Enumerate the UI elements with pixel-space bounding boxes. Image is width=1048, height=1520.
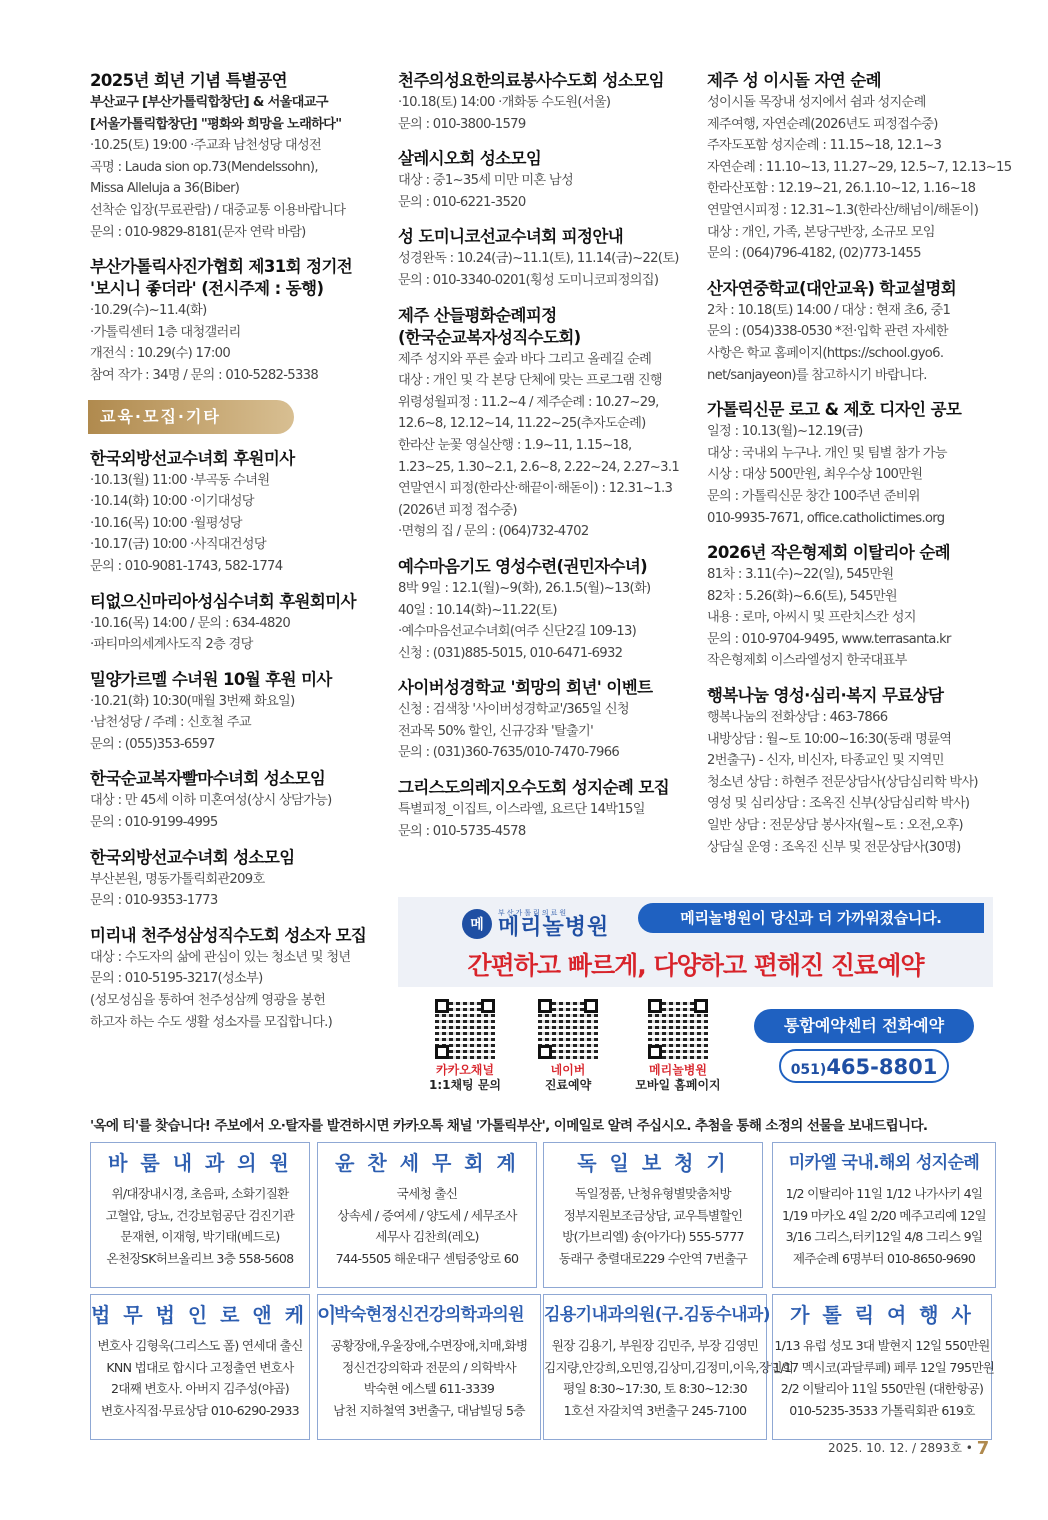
item-line: 대상 : 개인 및 각 본당 단체에 맞는 프로그램 진행 — [398, 373, 662, 389]
directory-line: 원장 김용기, 부원장 김민주, 부장 김영민 — [551, 1338, 759, 1353]
notice-item — [90, 669, 380, 756]
item-line: 한라산 눈꽃 영실산행 : 1.9~11, 1.15~18, — [398, 437, 632, 453]
item-line: 제주여행, 자연순례(2026년도 피정접수중) — [707, 116, 938, 132]
directory-line: 1/19 마카오 4일 2/20 메주고리예 12일 — [781, 1207, 987, 1223]
directory-line: 국세청 출신 — [396, 1186, 458, 1201]
directory-title: 미카엘 국내.해외 성지순례 — [788, 1153, 980, 1173]
qr-code-icon[interactable] — [648, 999, 708, 1059]
notice-item — [707, 542, 995, 672]
item-line: 신청 : (031)885-5015, 010-6471-6932 — [398, 645, 623, 661]
item-title: 제주 성 이시돌 자연 순례 — [707, 71, 881, 90]
item-line: 청소년 상담 : 하현주 전문상담사(상담심리학 박사) — [707, 774, 978, 790]
directory-title: 윤 찬 세 무 회 계 — [335, 1151, 519, 1175]
item-line: 2번출구) - 신자, 비신자, 타종교인 및 지역민 — [707, 753, 944, 769]
directory-title: 법 무 법 인 로 앤 케 이 — [91, 1303, 340, 1327]
item-line: 개전식 : 10.29(수) 17:00 — [90, 346, 231, 362]
directory-line: 동래구 충렬대로229 수안역 7번출구 — [558, 1250, 748, 1266]
item-line: 특별피정_이집트, 이스라엘, 요르단 14박15일 — [398, 802, 645, 818]
directory-line: 변호사 김형욱(그리스도 폴) 연세대 출신 — [97, 1338, 303, 1353]
item-line: 82차 : 5.26(화)~6.6(토), 545만원 — [707, 588, 897, 604]
notice-item — [90, 768, 380, 833]
item-line: 대상 : 만 45세 이하 미혼여성(상시 상담가능) — [90, 793, 332, 809]
directory-line: 2/2 이탈리아 11일 550만원 (대한항공) — [780, 1381, 984, 1396]
item-line: 문의 : 010-3800-1579 — [398, 116, 526, 132]
item-line: 일정 : 10.13(월)~12.19(금) — [707, 424, 863, 440]
item-line: ·예수마음선교수녀회(여주 신단2길 109-13) — [398, 624, 637, 640]
item-line: ·10.14(화) 10:00 ·이기대성당 — [90, 494, 254, 510]
directory-line: 방(가브리엘) 송(아가다) 555-5777 — [562, 1229, 744, 1244]
directory-line: 정신건강의학과 전문의 / 의학박사 — [342, 1359, 516, 1375]
item-title: 한국외방선교수녀회 성소모임 — [90, 847, 295, 867]
item-title: 2025년 희년 기념 특별공연 — [90, 71, 288, 90]
notice-item — [398, 148, 690, 213]
item-line: 곡명 : Lauda sion op.73(Mendelssohn), — [90, 159, 318, 175]
item-line: 연말연시 피정(한라산·해끝이·해돋이) : 12.31~1.3 — [398, 481, 673, 497]
item-line: 내용 : 로마, 아씨시 및 프란치스칸 성지 — [707, 610, 916, 626]
item-line: 자연순례 : 11.10~13, 11.27~29, 12.5~7, 12.13~15 — [707, 159, 1012, 175]
column-right — [707, 70, 1012, 871]
qr-caption: 네이버 진료예약 — [544, 1063, 592, 1092]
ad-banner: 메리놀병원이 당신과 더 가까워졌습니다. — [638, 903, 984, 933]
directory-line: 공황장애,우울장애,수면장애,치매,화병 — [330, 1338, 528, 1353]
directory-line: 박숙현 에스텔 611-3339 — [363, 1381, 495, 1396]
item-title: 가톨릭신문 로고 & 제호 디자인 공모 — [707, 400, 962, 420]
qr-code-icon[interactable] — [538, 999, 598, 1059]
notice-item — [398, 305, 690, 543]
notice-item — [707, 685, 995, 858]
item-line: net/sanjayeon)를 참고하시기 바랍니다. — [707, 367, 927, 383]
item-line: ·10.21(화) 10:30(매월 3번째 화요일) — [90, 693, 295, 709]
directory-box — [772, 1294, 995, 1440]
item-line: 40일 : 10.14(화)~11.22(토) — [398, 602, 557, 618]
directory-line: 744-5505 해운대구 센텀중앙로 60 — [335, 1250, 519, 1266]
item-line: 문의 : 010-9199-4995 — [90, 815, 218, 831]
directory-box — [543, 1142, 763, 1288]
item-line: 문의 : 010-3340-0201(횡성 도미니코피정의집) — [398, 272, 659, 288]
item-line: ·가톨릭센터 1층 대청갤러리 — [90, 324, 241, 340]
item-line: 문의 : 010-6221-3520 — [398, 194, 526, 210]
directory-box — [90, 1294, 340, 1440]
directory-line: 1/13 유럽 성모 3대 발현지 12일 550만원 — [774, 1338, 990, 1353]
item-line: [서울가톨릭합창단] "평화와 희망을 노래하다" — [90, 116, 342, 132]
item-line: 대상 : 수도자의 삶에 관심이 있는 청소년 및 청년 — [90, 949, 351, 965]
item-line: 영성 및 심리상담 : 조옥진 신부(상담심리학 박사) — [707, 796, 970, 812]
item-title: 성 도미니코선교수녀회 피정안내 — [398, 227, 624, 247]
item-line: 문의 : (064)796-4182, (02)773-1455 — [707, 246, 921, 262]
page-footer — [828, 1438, 989, 1459]
item-line: 행복나눔의 전화상담 : 463-7866 — [707, 710, 888, 726]
directory-line: 온천장SK허브올리브 3층 558-5608 — [106, 1250, 294, 1266]
column-middle — [398, 70, 690, 855]
item-title: 행복나눔 영성·심리·복지 무료상담 — [707, 686, 944, 706]
directory-line: 1/17 멕시코(과달루페) 페루 12일 795만원 — [773, 1359, 995, 1375]
qr-caption: 메리놀병원 모바일 홈페이지 — [635, 1063, 721, 1092]
item-line: 문의 : 010-9081-1743, 582-1774 — [90, 558, 283, 574]
item-line: ·10.13(월) 11:00 ·부곡동 수녀원 — [90, 472, 270, 488]
item-line: 하고자 하는 수도 생활 성소자를 모집합니다.) — [90, 1014, 333, 1030]
directory-line: 평일 8:30~17:30, 토 8:30~12:30 — [563, 1381, 747, 1396]
directory-line: KNN 법대로 합시다 고정출연 변호사 — [106, 1359, 294, 1375]
directory-line: 남천 지하철역 3번출구, 대남빌딩 5층 — [333, 1402, 525, 1418]
item-line: 참여 작가 : 34명 / 문의 : 010-5282-5338 — [90, 367, 319, 383]
directory-line: 3/16 그리스,터키12일 4/8 그리스 9일 — [785, 1229, 983, 1244]
page-number: 7 — [976, 1438, 990, 1459]
notice-item — [398, 70, 690, 135]
reservation-title: 통합예약센터 전화예약 — [754, 1009, 974, 1043]
notice-item — [398, 556, 690, 664]
item-line: 문의 : (031)360-7635/010-7470-7966 — [398, 745, 620, 761]
notice-item — [90, 448, 380, 578]
hospital-logo-sub: 부산가톨릭의료원 — [498, 909, 569, 917]
directory-line: 문재현, 이재형, 박기태(베드로) — [120, 1229, 280, 1244]
notice-item — [707, 278, 995, 386]
item-line: 내방상담 : 월~토 10:00~16:30(동래 명륜역 — [707, 731, 952, 747]
item-title: 한국외방선교수녀회 후원미사 — [90, 448, 295, 468]
item-line: ·10.29(수)~11.4(화) — [90, 303, 207, 319]
item-line: 문의 : 가톨릭신문 창간 100주년 준비위 — [707, 488, 920, 504]
item-line: 문의 : (054)338-0530 *전·입학 관련 자세한 — [707, 324, 948, 340]
directory-box — [90, 1142, 310, 1288]
hospital-ad — [398, 897, 993, 1102]
item-line: 한라산포함 : 12.19~21, 26.1.10~12, 1.16~18 — [707, 181, 976, 197]
section-label: 교육·모집·기타 — [88, 400, 294, 434]
directory-title: 가 톨 릭 여 행 사 — [790, 1303, 974, 1327]
item-title: (한국순교복자성직수도회) — [398, 327, 581, 347]
directory-line: 제주순례 6명부터 010-8650-9690 — [792, 1250, 976, 1266]
item-line: ·10.25(토) 19:00 ·주교좌 남천성당 대성전 — [90, 138, 322, 154]
directory-box — [772, 1142, 996, 1288]
directory-title: 박숙현정신건강의학과의원 — [334, 1305, 524, 1325]
item-title: 티없으신마리아성심수녀회 후원회미사 — [90, 591, 356, 611]
item-title: 부산가톨릭사진가협회 제31회 정기전 — [90, 257, 353, 277]
directory-line: 위/대장내시경, 초음파, 소화기질환 — [111, 1186, 289, 1201]
item-line: 2차 : 10.18(토) 14:00 / 대상 : 현재 초6, 중1 — [707, 302, 951, 318]
notice-item — [398, 777, 690, 842]
notice-item — [398, 226, 690, 291]
directory-title: 바 룸 내 과 의 원 — [108, 1151, 292, 1175]
item-title: 예수마음기도 영성수련(권민자수녀) — [398, 556, 648, 576]
directory-box — [543, 1294, 794, 1440]
item-title: 미리내 천주성삼성직수도회 성소자 모집 — [90, 925, 367, 945]
item-line: ·10.16(목) 10:00 ·월평성당 — [90, 515, 242, 531]
notice-item — [90, 256, 380, 386]
item-line: 1.23~25, 1.30~2.1, 2.6~8, 2.22~24, 2.27~3.1 — [398, 459, 680, 475]
directory-line: 고혈압, 당뇨, 건강보험공단 검진기관 — [105, 1207, 295, 1223]
item-line: 작은형제회 이스라엘성지 한국대표부 — [707, 653, 907, 669]
notice-item — [90, 591, 380, 656]
typo-notice: '옥에 티'를 찾습니다! 주보에서 오·탈자를 발견하시면 카카오톡 채널 '가톨릭부산', 이메일로 알려 주십시오. 추첨을 통해 소정의 선물을 보내드립니다. — [90, 1118, 928, 1134]
ad-headline: 간편하고 빠르게, 다양하고 편해진 진료예약 — [467, 951, 924, 980]
directory-line: 010-5235-3533 가톨릭회관 619호 — [789, 1402, 975, 1418]
item-title: 천주의성요한의료봉사수도회 성소모임 — [398, 71, 664, 90]
item-line: 제주 성지와 푸른 숲과 바다 그리고 올레길 순례 — [398, 351, 652, 367]
directory-line: 1호선 자갈치역 3번출구 245-7100 — [563, 1402, 747, 1418]
item-line: 010-9935-7671, office.catholictimes.org — [707, 510, 945, 526]
item-line: 대상 : 국내외 누구나. 개인 및 팀별 참가 가능 — [707, 445, 947, 461]
item-title: 제주 산들평화순례피정 — [398, 305, 557, 325]
item-title: '보시니 좋더라' (전시주제 : 동행) — [90, 279, 324, 299]
item-line: 문의 : (055)353-6597 — [90, 736, 215, 752]
directory-box — [317, 1142, 537, 1288]
item-title: 2026년 작은형제회 이탈리아 순례 — [707, 543, 951, 563]
item-line: (2026년 피정 접수중) — [398, 502, 517, 518]
item-line: 문의 : 010-5195-3217(성소부) — [90, 971, 263, 987]
directory-line: 1/2 이탈리아 11일 1/12 나가사키 4일 — [785, 1186, 983, 1201]
item-line: 일반 상담 : 전문상담 봉사자(월~토 : 오전,오후) — [707, 818, 963, 834]
directory-line: 2대째 변호사. 아버지 김주성(야곱) — [110, 1381, 289, 1396]
reservation-block — [754, 1009, 974, 1089]
item-line: 위령성월피정 : 11.2~4 / 제주순례 : 10.27~29, — [398, 394, 659, 410]
qr-code-icon[interactable] — [435, 999, 495, 1059]
item-line: 12.6~8, 12.12~14, 11.22~25(추자도순례) — [398, 416, 646, 432]
item-line: 사항은 학교 홈페이지(https://school.gyo6. — [707, 345, 944, 361]
item-line: 시상 : 대상 500만원, 최우수상 100만원 — [707, 467, 923, 483]
item-title: 밀양가르멜 수녀원 10월 후원 미사 — [90, 669, 332, 689]
hospital-logo — [462, 909, 609, 939]
item-line: 8박 9일 : 12.1(월)~9(화), 26.1.5(월)~13(화) — [398, 580, 651, 596]
item-line: 성경완독 : 10.24(금)~11.1(토), 11.14(금)~22(토) — [398, 251, 679, 267]
directory-line: 김지량,안강희,오민영,김상미,김정미,이욱,장민희 — [544, 1359, 794, 1375]
item-line: 전과목 50% 할인, 신규강좌 '탈출기' — [398, 723, 593, 739]
item-line: 부산교구 [부산가톨릭합창단] & 서울대교구 — [90, 95, 328, 110]
item-line: 주자도포함 성지순례 : 11.15~18, 12.1~3 — [707, 138, 942, 154]
directory-title: 김용기내과의원(구.김동수내과) — [544, 1305, 770, 1325]
item-line: ·10.16(목) 14:00 / 문의 : 634-4820 — [90, 615, 291, 631]
directory-line: 상속세 / 증여세 / 양도세 / 세무조사 — [337, 1207, 517, 1223]
item-line: Missa Alleluja a 36(Biber) — [90, 181, 240, 197]
item-line: 연말연시피정 : 12.31~1.3(한라산/해넘이/해돋이) — [707, 202, 979, 218]
item-line: 선착순 입장(무료관람) / 대중교통 이용바랍니다 — [90, 202, 346, 218]
item-line: 대상 : 중1~35세 미만 미혼 남성 — [398, 173, 574, 189]
item-line: 성이시돌 목장내 성지에서 쉼과 성지순례 — [707, 95, 926, 110]
directory-line: 세무사 김찬희(레오) — [375, 1229, 479, 1244]
hospital-logo-name: 메리놀병원 — [498, 915, 610, 940]
item-line: 문의 : 010-5735-4578 — [398, 823, 526, 839]
directory-line: 독일정품, 난청유형별맞춤처방 — [575, 1186, 731, 1201]
item-line: 문의 : 010-9353-1773 — [90, 893, 218, 909]
issue-date: 2025. 10. 12. / 2893호 • — [828, 1441, 973, 1455]
item-line: ·10.18(토) 14:00 ·개화동 수도원(서울) — [398, 95, 611, 110]
notice-item — [90, 70, 380, 243]
item-line: 신청 : 검색창 '사이버성경학교'/365일 신청 — [398, 702, 629, 718]
item-title: 산자연중학교(대안교육) 학교설명회 — [707, 278, 957, 298]
reservation-phone[interactable]: 051)465-8801 — [779, 1049, 949, 1083]
item-line: (성모성심을 통하여 천주성삼께 영광을 봉헌 — [90, 993, 326, 1009]
item-line: 문의 : 010-9704-9495, www.terrasanta.kr — [707, 631, 951, 647]
notice-item — [90, 925, 380, 1033]
item-title: 살레시오회 성소모임 — [398, 149, 542, 169]
notice-item — [707, 70, 1012, 265]
item-line: 81차 : 3.11(수)~22(일), 545만원 — [707, 567, 894, 583]
notice-item — [398, 677, 690, 764]
column-left — [90, 70, 380, 1046]
item-line: 상담실 운영 : 조옥진 신부 및 전문상담사(30명) — [707, 839, 961, 855]
item-title: 그리스도의레지오수도회 성지순례 모집 — [398, 778, 670, 798]
item-line: 부산본원, 명동가톨릭회관209호 — [90, 871, 265, 887]
item-title: 한국순교복자빨마수녀회 성소모임 — [90, 769, 326, 789]
directory-line: 정부지원보조금상담, 교우특별할인 — [563, 1207, 743, 1223]
notice-item — [707, 399, 995, 529]
item-line: ·남천성당 / 주례 : 신호철 주교 — [90, 715, 251, 731]
directory-line: 변호사직접·무료상담 010-6290-2933 — [101, 1402, 299, 1418]
directory-box — [317, 1294, 541, 1440]
directory-title: 독 일 보 청 기 — [577, 1151, 729, 1175]
hospital-logo-icon: 메 — [462, 909, 492, 939]
item-line: ·10.17(금) 10:00 ·사직대건성당 — [90, 537, 266, 553]
item-title: 사이버성경학교 '희망의 희년' 이벤트 — [398, 678, 653, 698]
item-line: ·면형의 집 / 문의 : (064)732-4702 — [398, 524, 589, 540]
item-line: 문의 : 010-9829-8181(문자 연락 바람) — [90, 224, 306, 240]
notice-item — [90, 847, 380, 912]
item-line: 대상 : 개인, 가족, 본당구반장, 소규모 모임 — [707, 224, 935, 240]
qr-caption: 카카오채널 1:1채팅 문의 — [428, 1063, 502, 1092]
item-line: ·파티마의세계사도직 2층 경당 — [90, 637, 253, 653]
